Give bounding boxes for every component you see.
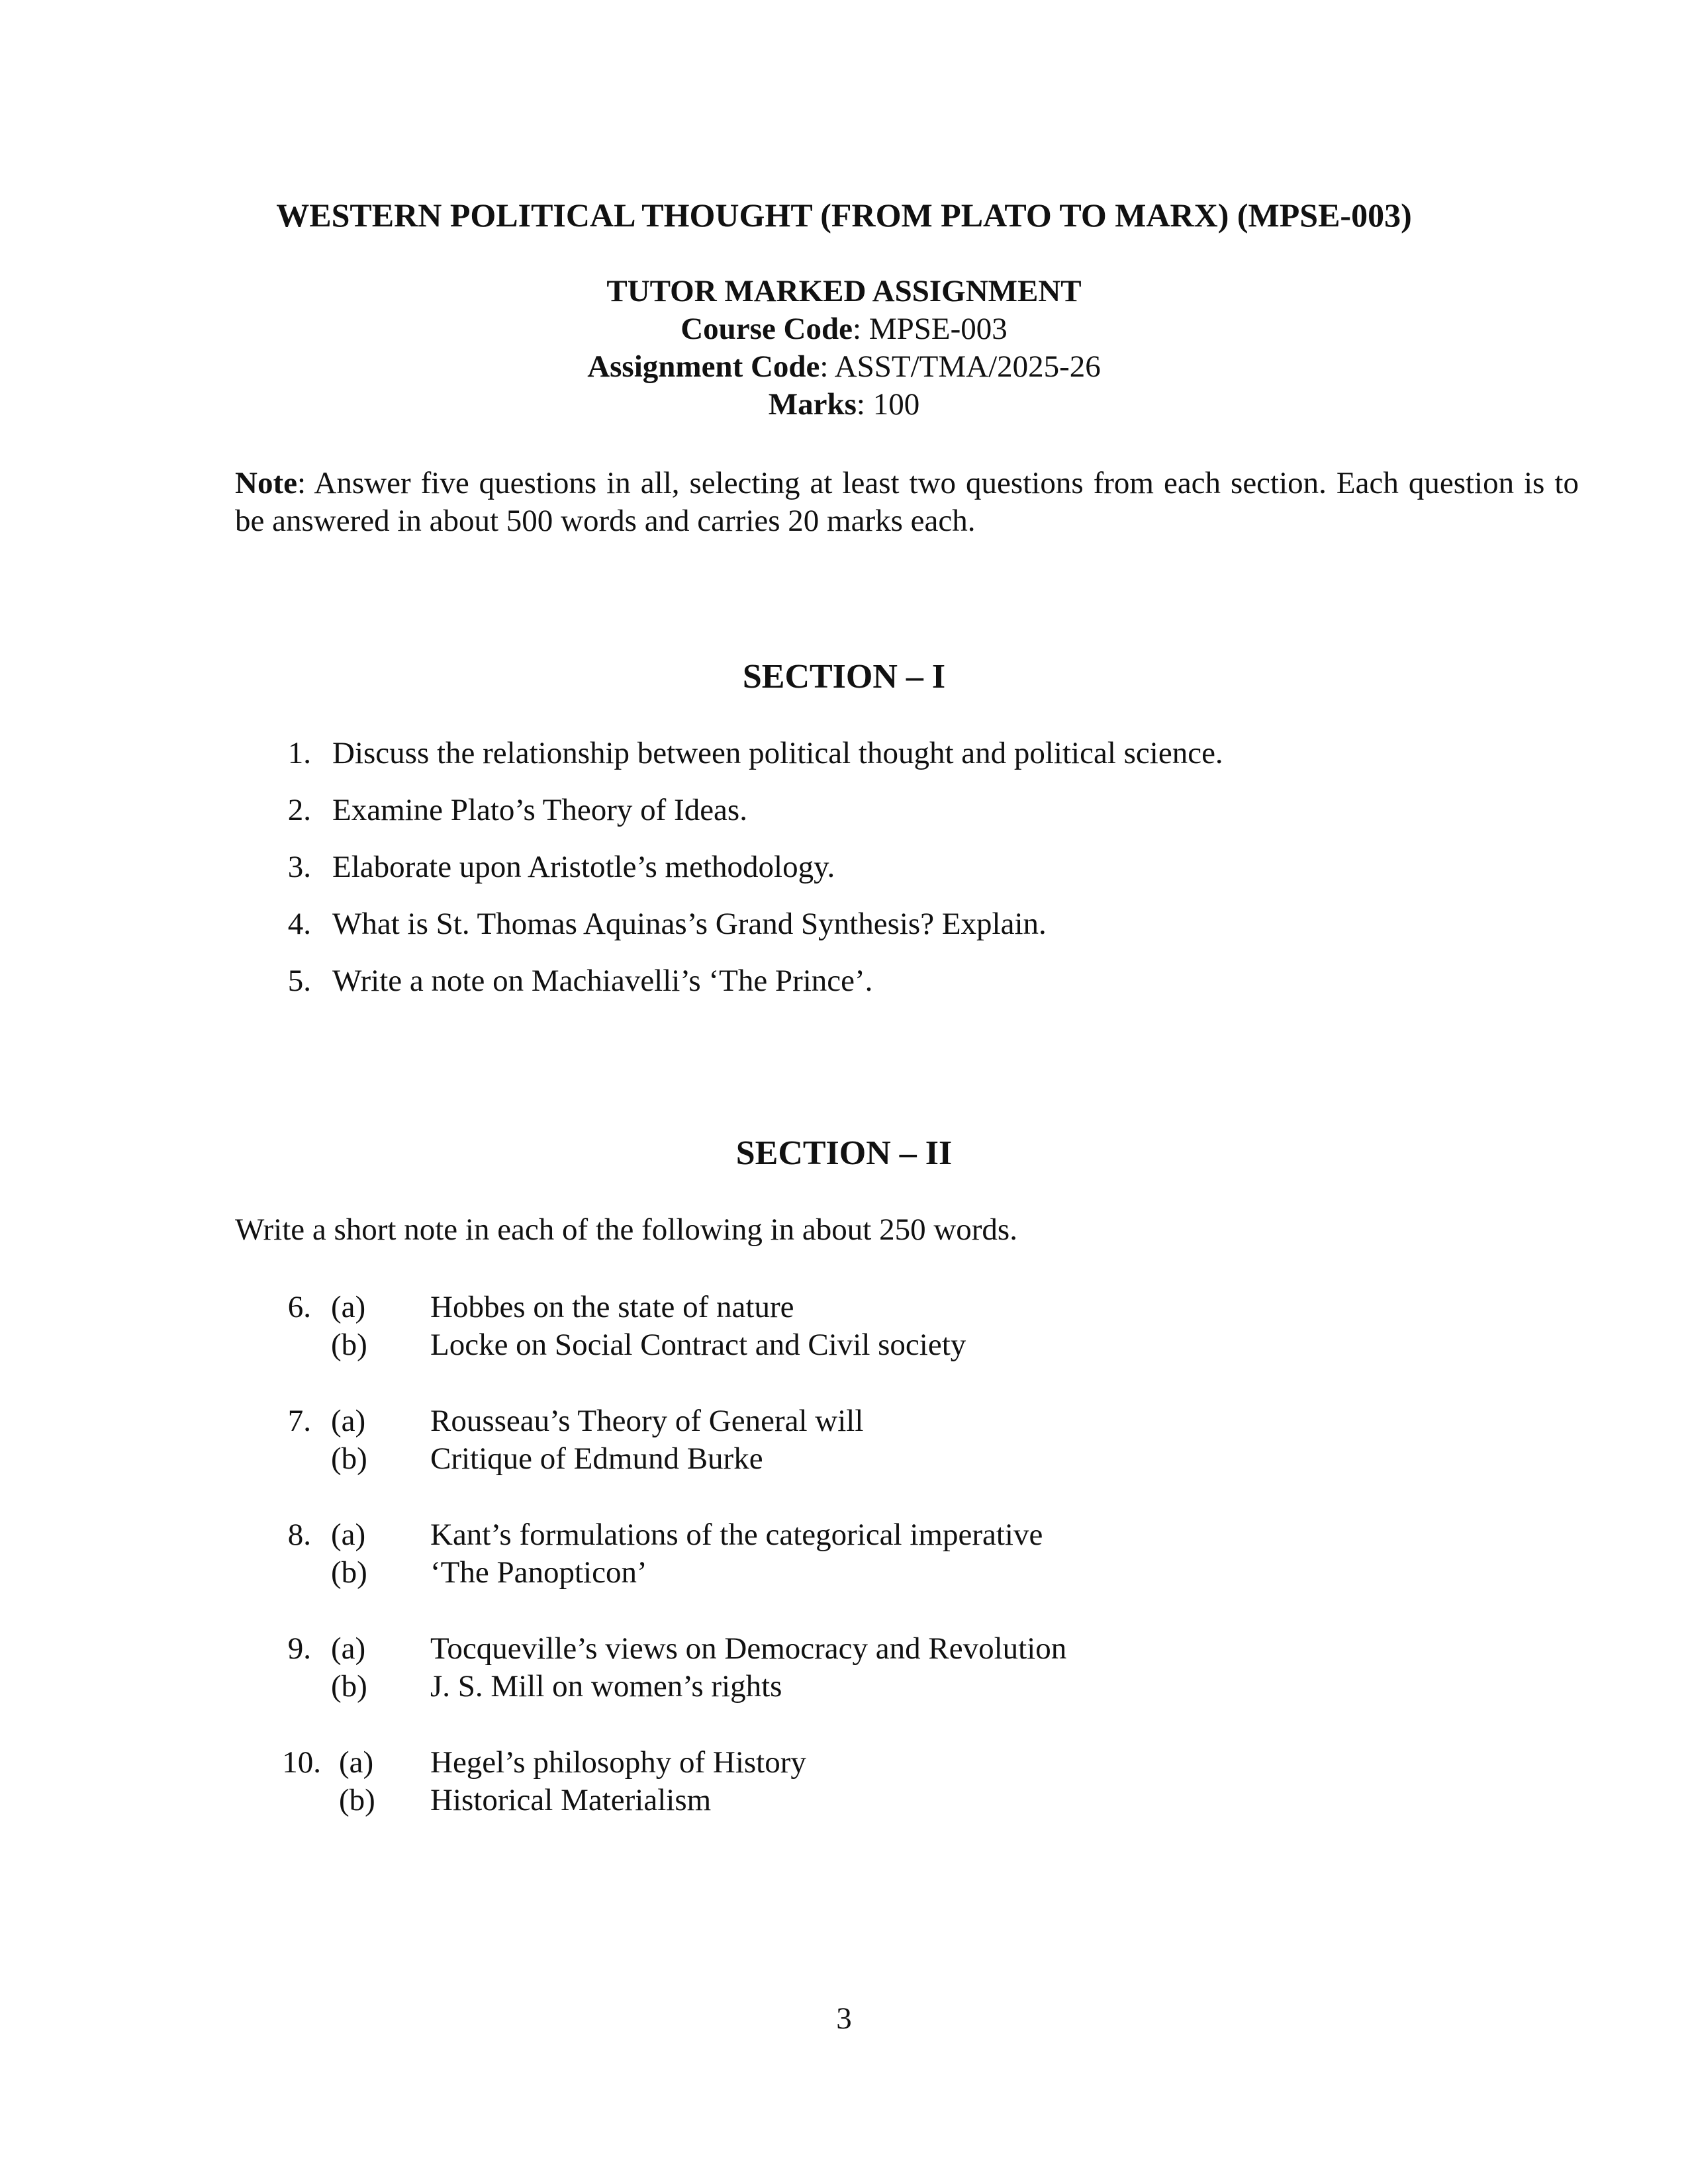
sub-question-a [0,1516,1688,1554]
sub-question-b [0,1782,1688,1819]
short-note-question [0,1516,1688,1630]
sub-question-text: Historical Materialism [430,1783,712,1817]
sub-question-label: (b) [331,1669,367,1704]
course-code-label: Course Code [680,312,853,346]
short-note-question [0,1289,1688,1402]
question-number: 5. [287,964,311,998]
marks-value: : 100 [856,387,920,422]
sub-question-text: Rousseau’s Theory of General will [430,1404,864,1438]
question-number: 2. [287,793,311,827]
sub-question-b [0,1668,1688,1706]
short-note-question [0,1630,1688,1744]
marks-line [0,386,1688,424]
sub-question-label: (b) [331,1555,367,1590]
question-number: 9. [287,1631,311,1666]
assignment-code-label: Assignment Code [587,349,820,384]
sub-question-label: (b) [339,1783,375,1817]
question-item [0,962,1688,1019]
course-code-value: : MPSE-003 [853,312,1008,346]
question-item [0,735,1688,792]
sub-question-text: Tocqueville’s views on Democracy and Revolution [430,1631,1067,1666]
sub-question-label: (a) [339,1745,374,1780]
short-note-question [0,1744,1688,1858]
question-number: 7. [287,1404,311,1438]
section-2-instruction: Write a short note in each of the following in about 250 words. [235,1212,1017,1247]
sub-question-text: Hegel’s philosophy of History [430,1745,806,1780]
sub-question-a [0,1289,1688,1326]
question-text: Elaborate upon Aristotle’s methodology. [332,850,835,884]
page-number: 3 [836,2001,852,2036]
sub-question-label: (a) [331,1404,366,1438]
section-1-question-list [0,735,1688,1019]
question-number: 1. [287,736,311,770]
sub-question-text: Locke on Social Contract and Civil society [430,1328,966,1362]
sub-question-a [0,1402,1688,1440]
question-number: 3. [287,850,311,884]
document-title: WESTERN POLITICAL THOUGHT (FROM PLATO TO MARX) (MPSE-003) [276,197,1412,234]
question-text: What is St. Thomas Aquinas’s Grand Synthesis? Explain. [332,907,1047,941]
question-text: Examine Plato’s Theory of Ideas. [332,793,747,827]
marks-label: Marks [768,387,857,422]
sub-question-b [0,1440,1688,1478]
sub-question-b [0,1554,1688,1592]
question-text: Discuss the relationship between political thought and political science. [332,736,1223,770]
note-paragraph [235,465,1579,540]
sub-question-text: Hobbes on the state of nature [430,1290,794,1324]
sub-question-label: (a) [331,1518,366,1552]
assignment-heading: TUTOR MARKED ASSIGNMENT [606,274,1082,308]
question-item [0,792,1688,848]
question-number: 6. [287,1290,311,1324]
note-text: : Answer five questions in all, selecting at least two questions from each section. Each question is to be answered in about 500 words and carries 20 marks each. [235,466,1579,538]
sub-question-label: (b) [331,1441,367,1476]
sub-question-text: Critique of Edmund Burke [430,1441,763,1476]
assignment-header [0,273,1688,424]
note-label: Note [235,466,297,500]
sub-question-b [0,1326,1688,1364]
short-note-question [0,1402,1688,1516]
course-code-line [0,310,1688,348]
question-item [0,848,1688,905]
sub-question-label: (a) [331,1631,366,1666]
question-number: 10. [282,1745,321,1780]
sub-question-a [0,1744,1688,1782]
question-number: 8. [287,1518,311,1552]
question-text: Write a note on Machiavelli’s ‘The Prince’. [332,964,873,998]
sub-question-text: Kant’s formulations of the categorical imperative [430,1518,1043,1552]
section-2-question-list [0,1289,1688,1858]
sub-question-label: (b) [331,1328,367,1362]
sub-question-a [0,1630,1688,1668]
section-2-heading: SECTION – II [735,1134,953,1172]
question-number: 4. [287,907,311,941]
sub-question-text: ‘The Panopticon’ [430,1555,647,1590]
section-1-heading: SECTION – I [742,658,946,696]
assignment-code-value: : ASST/TMA/2025-26 [820,349,1101,384]
sub-question-text: J. S. Mill on women’s rights [430,1669,782,1704]
assignment-code-line [0,348,1688,386]
question-item [0,905,1688,962]
sub-question-label: (a) [331,1290,366,1324]
